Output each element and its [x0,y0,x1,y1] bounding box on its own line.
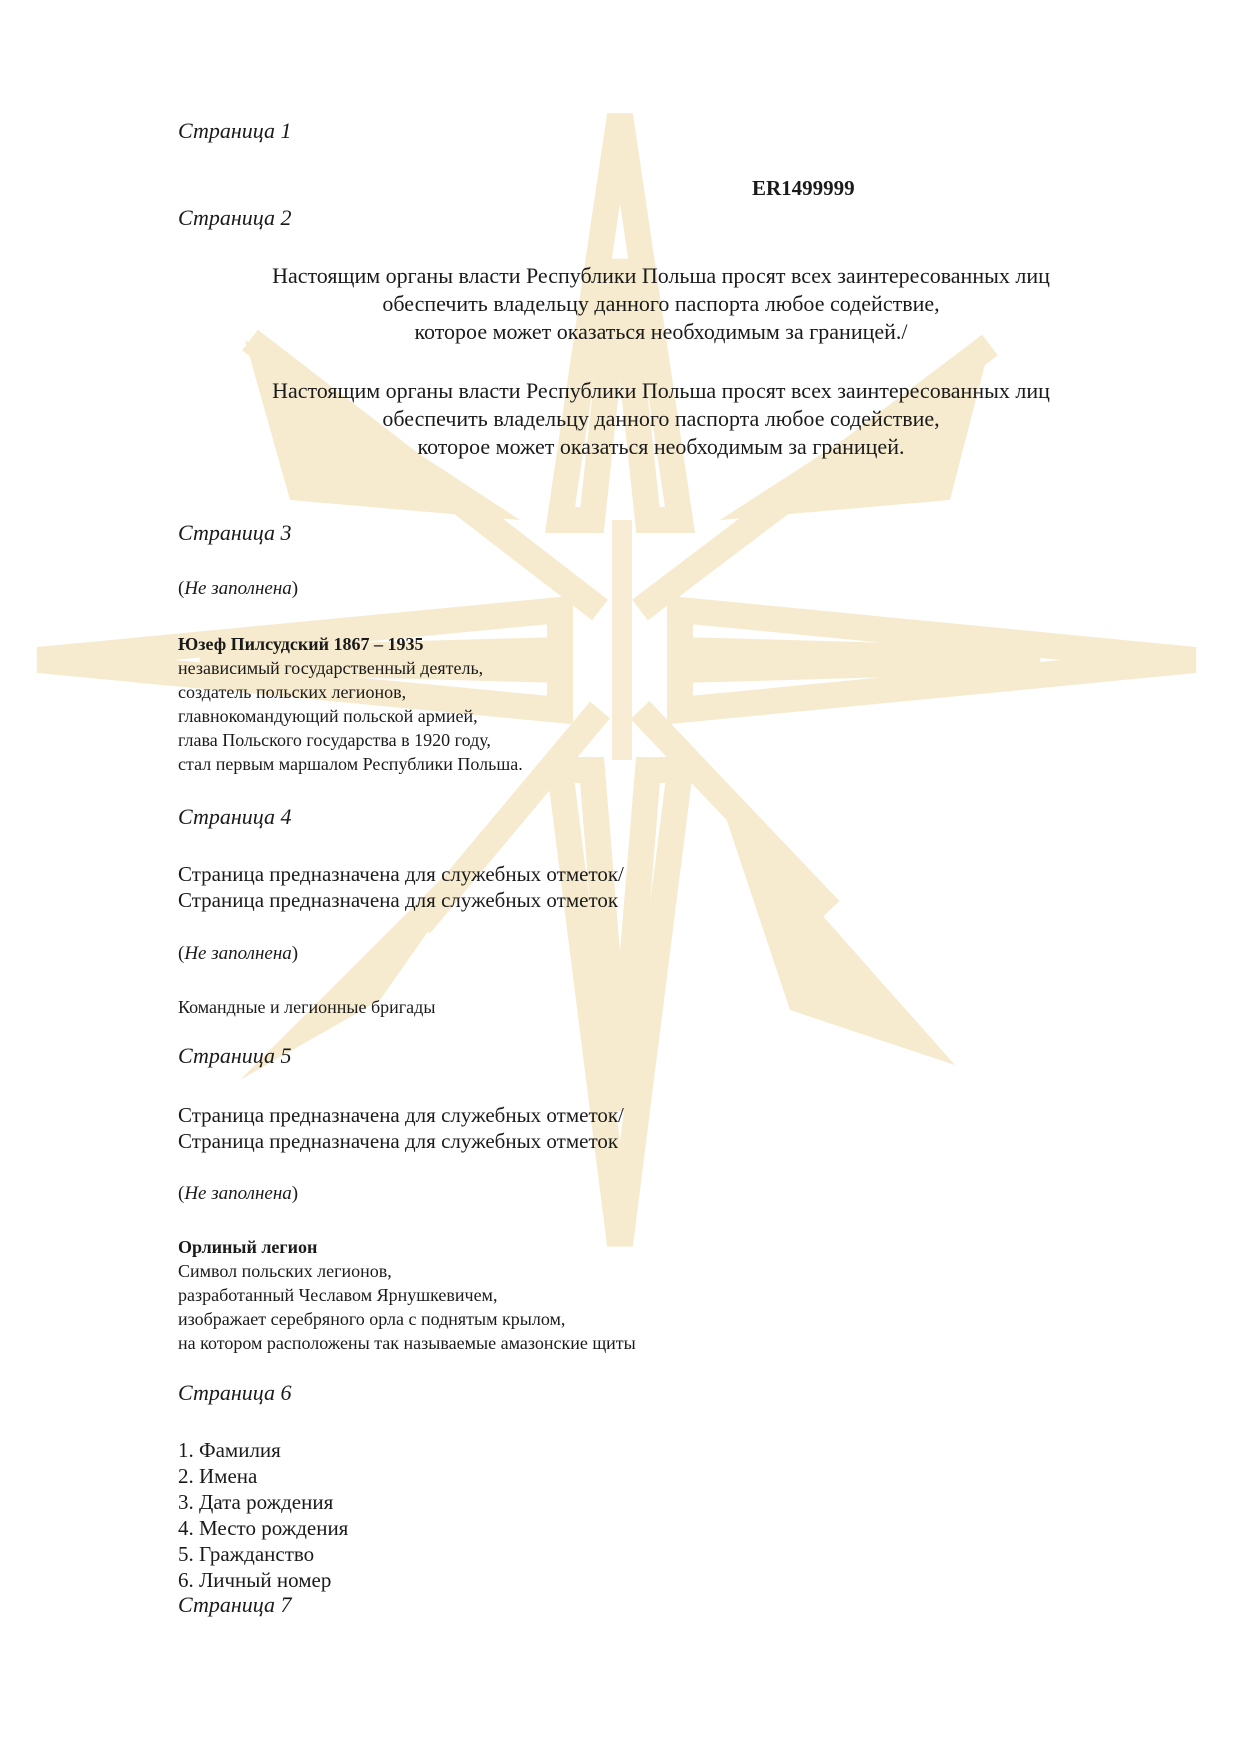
bio-line: независимый государственный деятель, [178,658,484,678]
page-2-header: Страница 2 [178,205,292,230]
field-label: 6. Личный номер [178,1568,332,1592]
brigades-caption: Командные и легионные бригады [178,997,436,1017]
request-paragraph-2-line-2: обеспечить владельцу данного паспорта любое содействие, [382,406,940,431]
bio-title: Юзеф Пилсудский 1867 – 1935 [178,634,424,654]
request-paragraph-1-line-3: которое может оказаться необходимым за границей./ [414,319,908,344]
field-label: 3. Дата рождения [178,1490,334,1514]
page-3-header: Страница 3 [178,520,292,545]
request-paragraph-1-line-2: обеспечить владельцу данного паспорта любое содействие, [382,291,940,316]
legion-line: разработанный Чеславом Ярнушкевичем, [178,1285,498,1305]
request-paragraph-1-line-1: Настоящим органы власти Республики Польша просят всех заинтересованных лиц [272,263,1050,288]
field-label: 4. Место рождения [178,1516,349,1540]
page-6-header: Страница 6 [178,1380,292,1405]
field-label: 1. Фамилия [178,1438,281,1462]
page-4-not-filled: (Не заполнена) [178,943,299,964]
page-7-header: Страница 7 [178,1592,292,1617]
page-5-not-filled: (Не заполнена) [178,1183,299,1204]
bio-line: стал первым маршалом Республики Польша. [178,754,523,774]
request-paragraph-2-line-3: которое может оказаться необходимым за границей. [417,434,905,459]
passport-number: ER1499999 [752,176,855,200]
page-4-note-line-2: Страница предназначена для служебных отметок [178,888,619,912]
legion-line: изображает серебряного орла с поднятым крылом, [178,1309,566,1329]
bio-line: создатель польских легионов, [178,682,407,702]
page-5-header: Страница 5 [178,1043,292,1068]
bio-line: глава Польского государства в 1920 году, [178,730,491,750]
page-4-note-line-1: Страница предназначена для служебных отметок/ [178,862,624,886]
request-paragraph-2-line-1: Настоящим органы власти Республики Польша просят всех заинтересованных лиц [272,378,1050,403]
field-label: 5. Гражданство [178,1542,315,1566]
page-1-header: Страница 1 [178,118,292,143]
page-5-note-line-1: Страница предназначена для служебных отметок/ [178,1103,624,1127]
page-3-not-filled: (Не заполнена) [178,578,299,599]
page-5-note-line-2: Страница предназначена для служебных отметок [178,1129,619,1153]
field-label: 2. Имена [178,1464,258,1488]
page-4-header: Страница 4 [178,804,292,829]
legion-line: Символ польских легионов, [178,1261,392,1281]
legion-line: на котором расположены так называемые амазонские щиты [178,1333,636,1353]
bio-line: главнокомандующий польской армией, [178,706,478,726]
legion-title: Орлиный легион [178,1237,318,1257]
